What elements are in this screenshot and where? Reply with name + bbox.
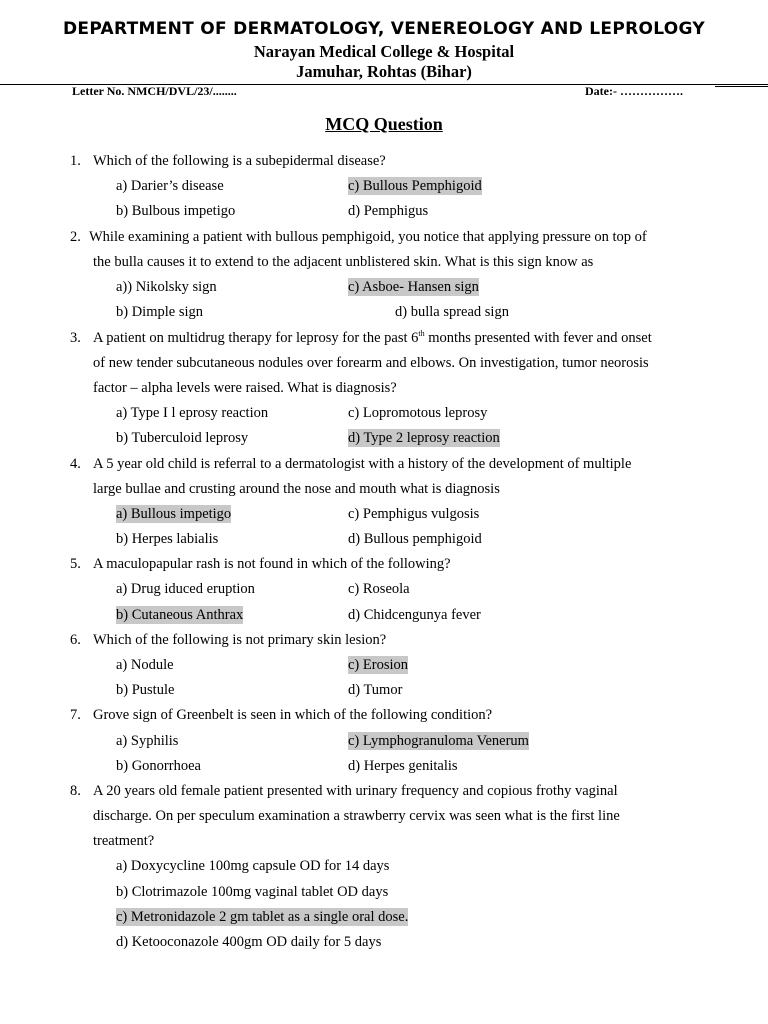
option-d: d) Bullous pemphigoid — [348, 531, 482, 547]
option-a: a) Drug iduced eruption — [116, 581, 255, 597]
department-heading: DEPARTMENT OF DERMATOLOGY, VENEREOLOGY AND LEPROLOGY — [63, 19, 705, 39]
question-number: 3. — [70, 330, 81, 346]
option-b: b) Pustule — [116, 682, 175, 698]
option-b: b) Bulbous impetigo — [116, 203, 236, 219]
option-c-answer: c) Asboe- Hansen sign — [348, 279, 479, 295]
superscript: th — [418, 329, 425, 339]
option-b-answer: b) Cutaneous Anthrax — [116, 607, 244, 623]
question-text-part: months presented with fever and onset — [424, 330, 652, 346]
question-text: While examining a patient with bullous pemphigoid, you notice that applying pressure on top of — [89, 229, 647, 245]
option-c: c) Pemphigus vulgosis — [348, 506, 480, 522]
option-b: b) Tuberculoid leprosy — [116, 430, 249, 446]
question-text: Grove sign of Greenbelt is seen in which of the following condition? — [93, 707, 493, 723]
option-c: c) Roseola — [348, 581, 410, 597]
option-a: a) Nodule — [116, 657, 174, 673]
question-text: A 20 years old female patient presented with urinary frequency and copious frothy vaginal — [93, 783, 618, 799]
option-c-answer: c) Metronidazole 2 gm tablet as a single oral dose. — [116, 909, 409, 925]
option-b: b) Gonorrhoea — [116, 758, 201, 774]
question-text: the bulla causes it to extend to the adjacent unblistered skin. What is this sign know as — [93, 254, 594, 270]
option-c-answer: c) Bullous Pemphigoid — [348, 178, 482, 194]
letter-number: Letter No. NMCH/DVL/23/........ — [72, 84, 237, 98]
option-a: a) Darier’s disease — [116, 178, 224, 194]
option-d-answer: d) Type 2 leprosy reaction — [348, 430, 500, 446]
question-text: large bullae and crusting around the nose and mouth what is diagnosis — [93, 481, 500, 497]
option-a: a) Type I l eprosy reaction — [116, 405, 269, 421]
letter-date: Date:- ……………. — [585, 84, 683, 98]
option-d: d) Herpes genitalis — [348, 758, 458, 774]
option-a: a) Syphilis — [116, 733, 179, 749]
question-text: Which of the following is a subepidermal disease? — [93, 153, 386, 169]
question-number: 5. — [70, 556, 81, 572]
option-c-answer: c) Lymphogranuloma Venerum — [348, 733, 529, 749]
option-c-answer: c) Erosion — [348, 657, 408, 673]
option-d: d) Ketooconazole 400gm OD daily for 5 days — [116, 934, 382, 950]
question-number: 8. — [70, 783, 81, 799]
question-text: factor – alpha levels were raised. What is diagnosis? — [93, 380, 397, 396]
option-d: d) Pemphigus — [348, 203, 429, 219]
question-number: 4. — [70, 456, 81, 472]
header-rule-tail — [715, 86, 768, 87]
option-b: b) Clotrimazole 100mg vaginal tablet OD days — [116, 884, 389, 900]
question-text: Which of the following is not primary skin lesion? — [93, 632, 387, 648]
option-b: b) Dimple sign — [116, 304, 203, 320]
college-address: Jamuhar, Rohtas (Bihar) — [296, 62, 472, 81]
option-b: b) Herpes labialis — [116, 531, 219, 547]
option-d: d) Tumor — [348, 682, 403, 698]
question-text: discharge. On per speculum examination a strawberry cervix was seen what is the first line — [93, 808, 620, 824]
question-text-part: A patient on multidrug therapy for leprosy for the past 6 — [93, 330, 419, 346]
question-text — [93, 329, 652, 347]
question-text: A maculopapular rash is not found in which of the following? — [93, 556, 451, 572]
option-d: d) Chidcengunya fever — [348, 607, 481, 623]
question-number: 1. — [70, 153, 81, 169]
college-name: Narayan Medical College & Hospital — [253, 42, 515, 61]
option-a-answer: a) Bullous impetigo — [116, 506, 232, 522]
option-a: a) Doxycycline 100mg capsule OD for 14 days — [116, 858, 390, 874]
question-text: of new tender subcutaneous nodules over forearm and elbows. On investigation, tumor neorosis — [93, 355, 649, 371]
option-c: c) Lopromotous leprosy — [348, 405, 488, 421]
question-text: A 5 year old child is referral to a dermatologist with a history of the development of multiple — [93, 456, 632, 472]
option-d: d) bulla spread sign — [395, 304, 509, 320]
question-number: 2. — [70, 229, 81, 245]
question-text: treatment? — [93, 833, 155, 849]
page-title: MCQ Question — [325, 114, 443, 134]
question-number: 7. — [70, 707, 81, 723]
question-number: 6. — [70, 632, 81, 648]
option-a: a)) Nikolsky sign — [116, 279, 217, 295]
